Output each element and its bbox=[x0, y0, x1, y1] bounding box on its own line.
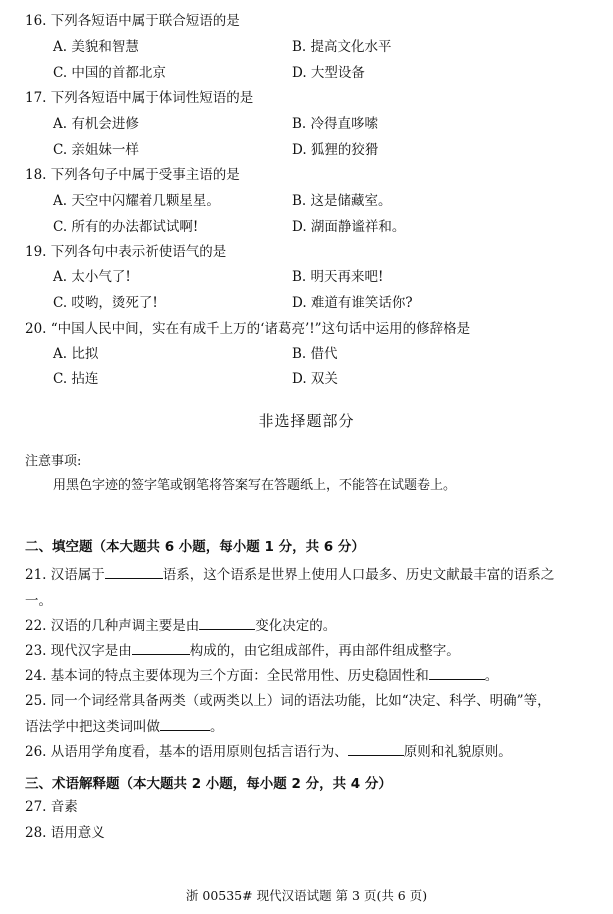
page-footer: 浙 00535# 现代汉语试题 第 3 页(共 6 页) bbox=[185, 888, 428, 903]
question-20-option-b: B. 借代 bbox=[292, 346, 338, 362]
question-20-option-c: C. 拈连 bbox=[53, 371, 99, 387]
question-19-option-b: B. 明天再来吧! bbox=[292, 269, 384, 285]
question-16-stem: 16. 下列各短语中属于联合短语的是 bbox=[25, 13, 240, 29]
question-20-option-d: D. 双关 bbox=[292, 371, 338, 387]
question-20-option-a: A. 比拟 bbox=[53, 346, 99, 362]
question-22-suffix: 变化决定的。 bbox=[255, 618, 337, 634]
answer-blank-24 bbox=[429, 667, 485, 680]
question-21 bbox=[25, 566, 554, 584]
question-25: 25. 同一个词经常具备两类（或两类以上）词的语法功能，比如“决定、科学、明确”等， bbox=[25, 693, 551, 709]
question-23-prefix: 23. 现代汉字是由 bbox=[25, 643, 132, 659]
question-18-option-a: A. 天空中闪耀着几颗星星。 bbox=[53, 193, 220, 209]
answer-blank-21 bbox=[105, 566, 163, 579]
question-19-option-d: D. 难道有谁笑话你? bbox=[292, 295, 413, 311]
question-24-prefix: 24. 基本词的特点主要体现为三个方面：全民常用性、历史稳固性和 bbox=[25, 668, 429, 684]
question-18-stem: 18. 下列各句子中属于受事主语的是 bbox=[25, 167, 240, 183]
question-23-suffix: 构成的，由它组成部件，再由部件组成整字。 bbox=[189, 643, 460, 659]
section-title: 非选择题部分 bbox=[258, 412, 355, 430]
answer-blank-26 bbox=[348, 743, 404, 756]
part2-heading: 二、填空题（本大题共 6 小题，每小题 1 分，共 6 分） bbox=[25, 539, 365, 555]
question-28: 28. 语用意义 bbox=[25, 825, 105, 841]
notice-body: 用黑色字迹的签字笔或钢笔将答案写在答题纸上，不能答在试题卷上。 bbox=[53, 478, 457, 493]
part3-heading: 三、术语解释题（本大题共 2 小题，每小题 2 分，共 4 分） bbox=[25, 776, 392, 792]
question-18-option-c: C. 所有的办法都试试啊! bbox=[53, 219, 199, 235]
question-19-stem: 19. 下列各句中表示祈使语气的是 bbox=[25, 244, 227, 260]
question-19-option-a: A. 太小气了! bbox=[53, 269, 131, 285]
question-26 bbox=[25, 743, 512, 761]
question-24-suffix: 。 bbox=[484, 668, 499, 684]
question-16-option-b: B. 提高文化水平 bbox=[292, 39, 392, 55]
question-21-suffix: 语系，这个语系是世界上使用人口最多、历史文献最丰富的语系之 bbox=[162, 567, 555, 583]
question-19-option-c: C. 哎哟，烫死了! bbox=[53, 295, 158, 311]
question-25-prefix: 语法学中把这类词叫做 bbox=[25, 719, 160, 735]
question-22-prefix: 22. 汉语的几种声调主要是由 bbox=[25, 618, 200, 634]
question-17-option-d: D. 狐狸的狡猾 bbox=[292, 142, 379, 158]
question-26-suffix: 原则和礼貌原则。 bbox=[403, 744, 512, 760]
question-25-suffix: 。 bbox=[210, 719, 224, 735]
question-17-option-a: A. 有机会进修 bbox=[53, 116, 139, 132]
question-23 bbox=[25, 642, 460, 660]
question-21-continued: 一。 bbox=[25, 593, 52, 609]
answer-blank-22 bbox=[199, 617, 255, 630]
question-17-stem: 17. 下列各短语中属于体词性短语的是 bbox=[25, 90, 254, 106]
question-18-option-d: D. 湖面静谧祥和。 bbox=[292, 219, 406, 235]
answer-blank-23 bbox=[132, 642, 190, 655]
question-17-option-c: C. 亲姐妹一样 bbox=[53, 142, 139, 158]
question-26-prefix: 26. 从语用学角度看，基本的语用原则包括言语行为、 bbox=[25, 744, 348, 760]
question-24 bbox=[25, 667, 498, 685]
question-17-option-b: B. 冷得直哆嗦 bbox=[292, 116, 379, 132]
question-21-prefix: 21. 汉语属于 bbox=[25, 567, 105, 583]
question-16-option-a: A. 美貌和智慧 bbox=[53, 39, 139, 55]
question-16-option-d: D. 大型设备 bbox=[292, 65, 365, 81]
question-16-option-c: C. 中国的首都北京 bbox=[53, 65, 166, 81]
question-20-stem: 20. “中国人民中间，实在有成千上万的‘诸葛亮’!”这句话中运用的修辞格是 bbox=[25, 321, 471, 337]
question-25-continued bbox=[25, 718, 224, 736]
question-22 bbox=[25, 617, 336, 635]
answer-blank-25 bbox=[160, 718, 210, 731]
notice-heading: 注意事项: bbox=[25, 454, 82, 469]
question-18-option-b: B. 这是储藏室。 bbox=[292, 193, 392, 209]
question-27: 27. 音素 bbox=[25, 799, 78, 815]
